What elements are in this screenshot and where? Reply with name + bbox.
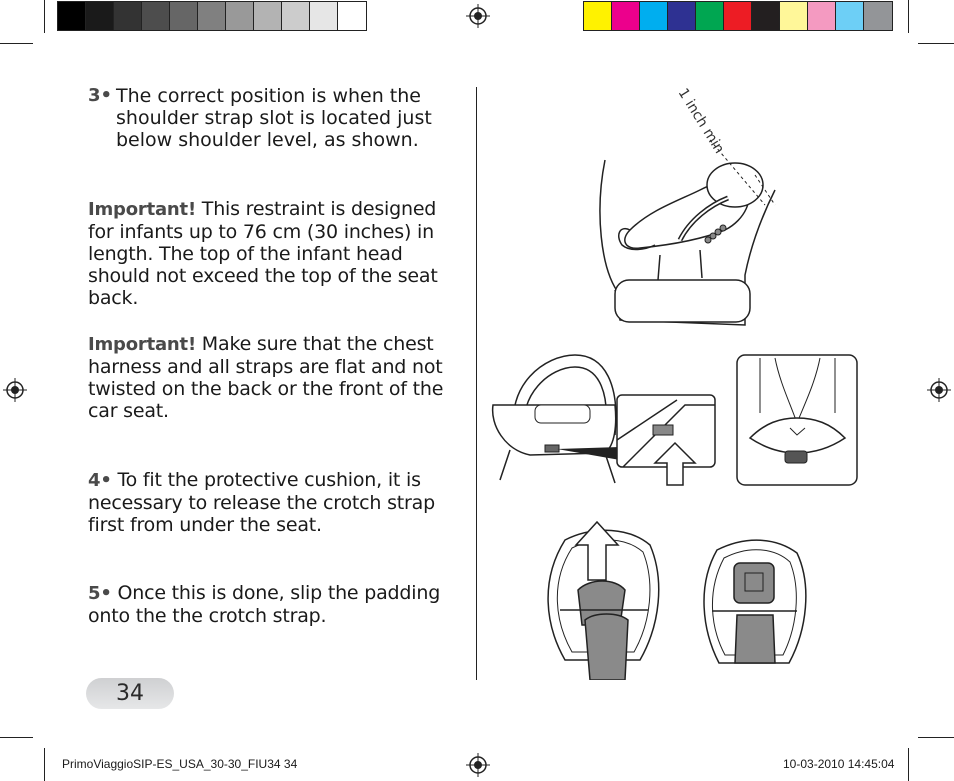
color-swatch bbox=[836, 2, 864, 30]
padding-slip-illustration bbox=[540, 520, 665, 680]
color-swatch bbox=[752, 2, 780, 30]
color-swatch bbox=[612, 2, 640, 30]
measure-label: 1 inch min bbox=[674, 85, 728, 157]
crop-mark bbox=[0, 43, 33, 44]
step-3-number: 3• bbox=[88, 85, 113, 106]
crop-mark bbox=[44, 748, 45, 781]
important-label: Important! bbox=[88, 199, 196, 220]
crop-mark bbox=[44, 0, 45, 33]
step-3-paragraph bbox=[88, 85, 468, 151]
color-swatch bbox=[86, 2, 114, 30]
color-swatch bbox=[254, 2, 282, 30]
color-swatch bbox=[198, 2, 226, 30]
footer-timestamp: 10-03-2010 14:45:04 bbox=[783, 757, 895, 771]
crop-mark bbox=[918, 737, 954, 738]
infant-seat-shoulder-illustration bbox=[560, 80, 800, 330]
color-swatch bbox=[584, 2, 612, 30]
step-4-paragraph bbox=[88, 469, 466, 536]
step-3-text: The correct position is when the shoulder strap slot is located just below shoulder level, as shown. bbox=[116, 85, 432, 151]
padding-fitted-illustration bbox=[697, 535, 812, 670]
color-swatch bbox=[226, 2, 254, 30]
crop-mark bbox=[908, 0, 909, 33]
crop-mark bbox=[0, 737, 33, 738]
color-swatch bbox=[310, 2, 338, 30]
color-swatch bbox=[864, 2, 892, 30]
page-number: 34 bbox=[116, 681, 144, 706]
column-divider bbox=[476, 87, 477, 680]
grayscale-bar bbox=[57, 1, 367, 31]
color-swatch bbox=[696, 2, 724, 30]
color-bar bbox=[583, 1, 893, 31]
color-swatch bbox=[58, 2, 86, 30]
important-note-length bbox=[88, 198, 466, 309]
step-5-paragraph bbox=[88, 582, 466, 627]
important-note-straps bbox=[88, 333, 466, 422]
color-swatch bbox=[282, 2, 310, 30]
color-swatch bbox=[338, 2, 366, 30]
color-swatch bbox=[142, 2, 170, 30]
registration-mark-left bbox=[3, 378, 27, 402]
registration-mark-bottom bbox=[466, 753, 490, 777]
step-4-text: To fit the protective cushion, it is necessary to release the crotch strap first from under the seat. bbox=[88, 469, 435, 536]
important-note-straps-text: Make sure that the chest harness and all straps are flat and not twisted on the back or the front of the car seat. bbox=[88, 333, 444, 422]
color-swatch bbox=[640, 2, 668, 30]
step-4-number: 4• bbox=[88, 470, 112, 491]
step-5-text: Once this is done, slip the padding onto the the crotch strap. bbox=[88, 582, 441, 627]
crotch-strap-release-illustration bbox=[485, 345, 725, 490]
step-5-number: 5• bbox=[88, 583, 112, 604]
color-swatch bbox=[724, 2, 752, 30]
color-swatch bbox=[170, 2, 198, 30]
color-swatch bbox=[808, 2, 836, 30]
crop-mark bbox=[918, 43, 954, 44]
important-note-length-text: This restraint is designed for infants up to 76 cm (30 inches) in length. The top of the infant head should not exceed the top of the seat back. bbox=[88, 198, 438, 309]
important-label: Important! bbox=[88, 334, 196, 355]
harness-back-illustration bbox=[735, 353, 860, 488]
color-swatch bbox=[668, 2, 696, 30]
color-swatch bbox=[780, 2, 808, 30]
color-swatch bbox=[114, 2, 142, 30]
footer-file-info: PrimoViaggioSIP-ES_USA_30-30_FIU34 34 bbox=[62, 757, 298, 771]
registration-mark-top bbox=[466, 4, 490, 28]
crop-mark bbox=[908, 748, 909, 781]
registration-mark-right bbox=[927, 378, 951, 402]
